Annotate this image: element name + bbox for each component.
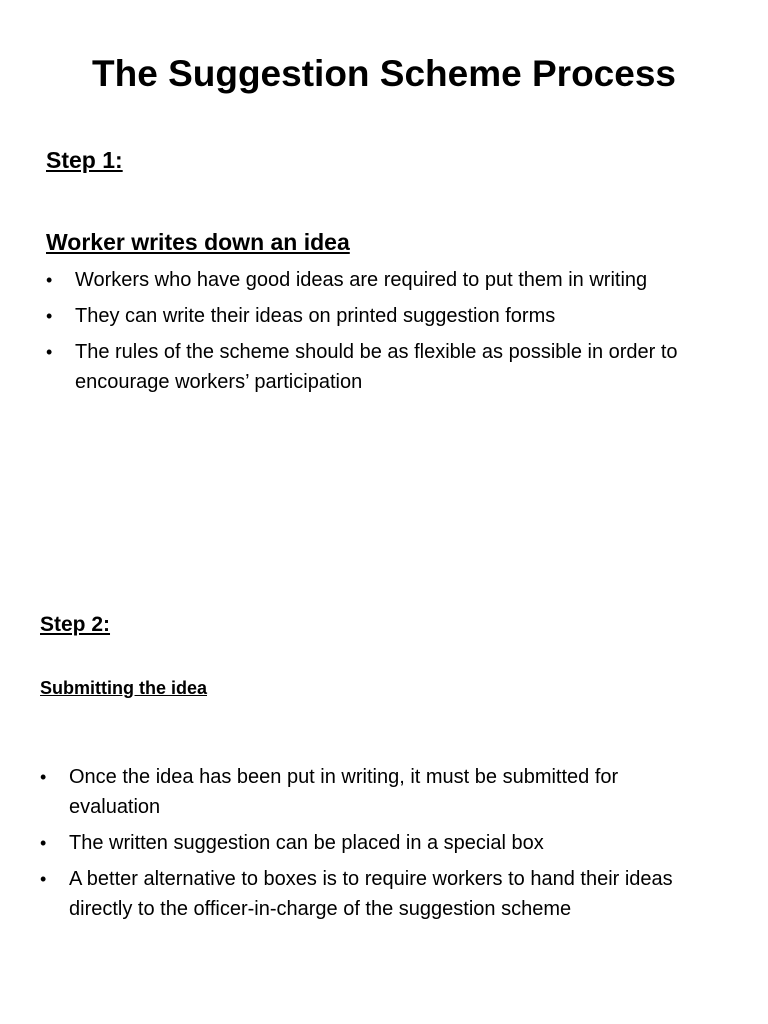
step2-bullet-list xyxy=(40,762,710,930)
list-item: • Workers who have good ideas are required to put them in writing xyxy=(46,265,706,295)
step1-label: Step 1: xyxy=(46,147,123,173)
list-item: • A better alternative to boxes is to require workers to hand their ideas directly to the officer-in-charge of the suggestion scheme xyxy=(40,864,710,924)
list-item: • Once the idea has been put in writing, it must be submitted for evaluation xyxy=(40,762,710,822)
step2-heading: Submitting the idea xyxy=(40,678,208,698)
step1-bullet-list xyxy=(46,265,706,403)
list-item: • They can write their ideas on printed suggestion forms xyxy=(46,301,706,331)
list-item: • The rules of the scheme should be as flexible as possible in order to encourage workers’ participation xyxy=(46,337,706,397)
list-item: • The written suggestion can be placed in a special box xyxy=(40,828,710,858)
page-title: The Suggestion Scheme Process xyxy=(92,53,676,94)
step2-label: Step 2: xyxy=(40,613,111,636)
step1-heading: Worker writes down an idea xyxy=(46,229,350,255)
